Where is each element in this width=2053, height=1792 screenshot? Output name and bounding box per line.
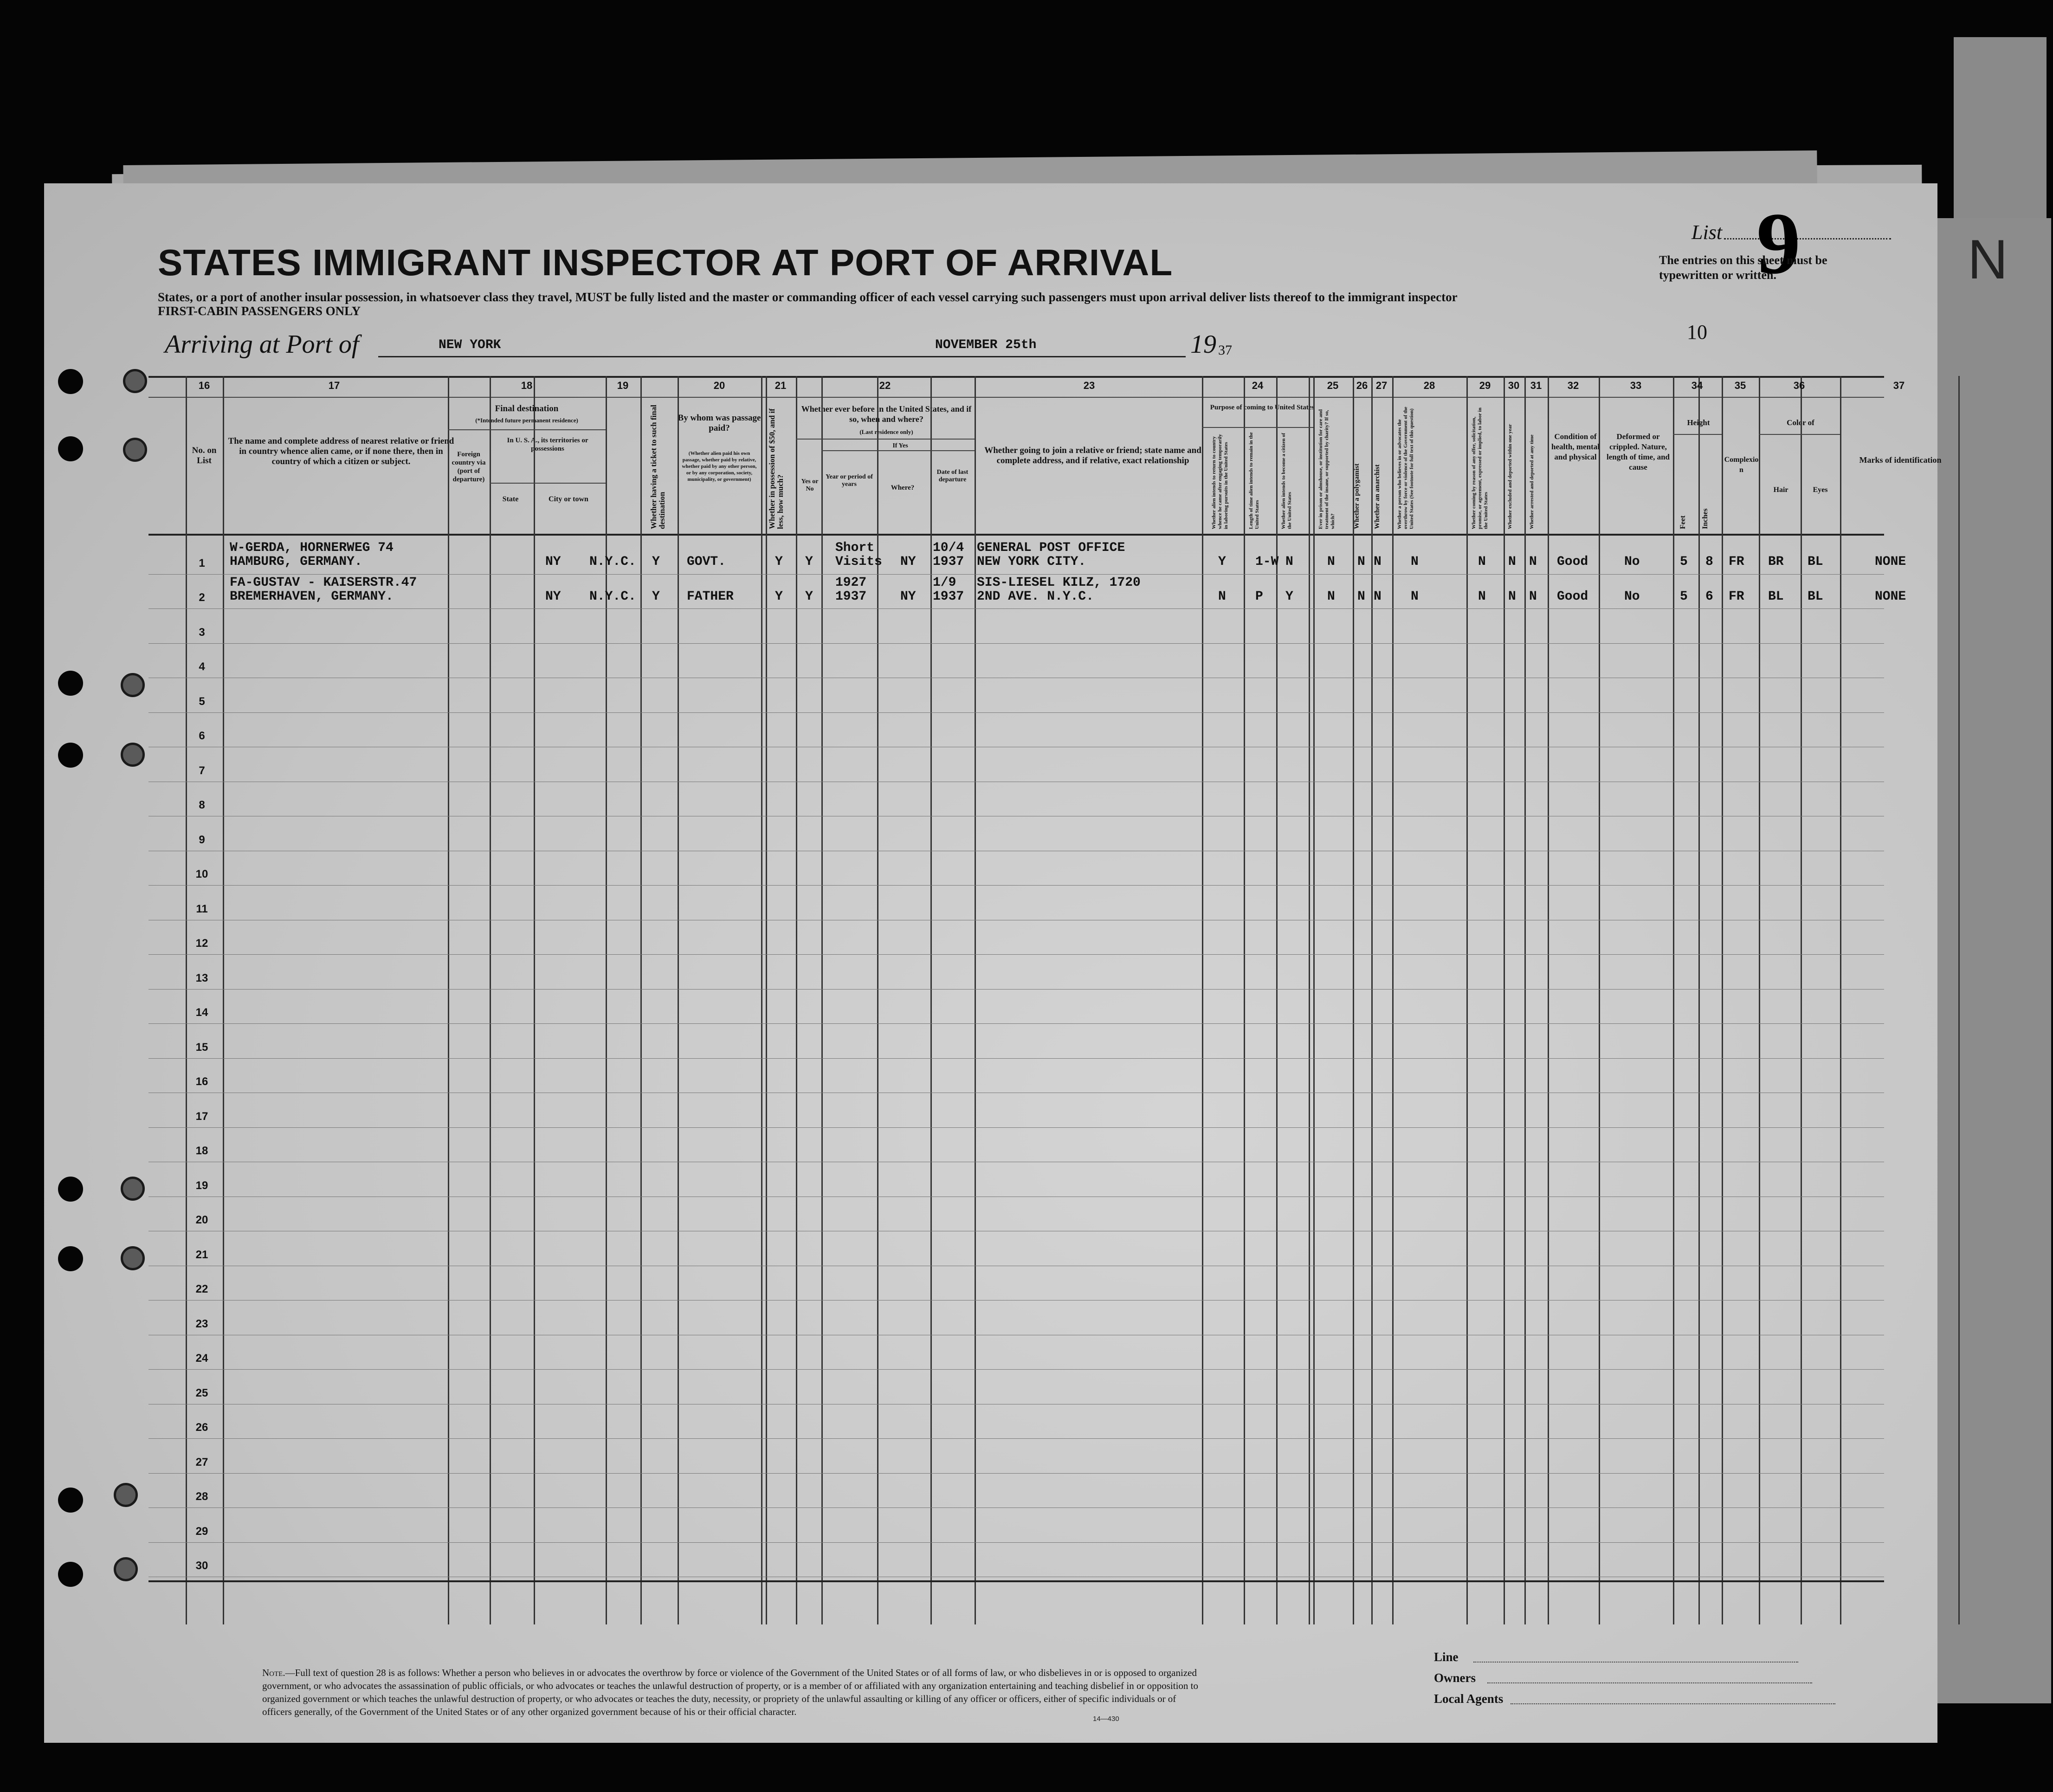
last-departure-date: 1/9 <box>933 575 956 590</box>
date-line <box>884 356 1186 357</box>
row-rule <box>148 954 1884 955</box>
eye-color: BL <box>1808 589 1823 604</box>
manifest-table <box>148 376 1942 1634</box>
complexion-value: FR <box>1729 555 1744 569</box>
header-prison: Ever in prison or almshouse, or institution for care and treatment of the insane, or supported by charity? If so, which? <box>1318 409 1336 529</box>
row-number: 6 <box>199 730 205 742</box>
ever-before-period: 1927 <box>835 575 867 590</box>
overthrow-value: N <box>1411 555 1419 569</box>
passage-paid-by: GOVT. <box>687 555 726 569</box>
ever-before-where: NY <box>900 589 916 604</box>
relative-address: FA-GUSTAV - KAISERSTR.47 <box>230 575 417 590</box>
height-feet: 5 <box>1680 555 1688 569</box>
header-polygamist: Whether a polygamist <box>1353 463 1361 529</box>
purpose-length: 1-W <box>1255 555 1279 569</box>
labor-offer-value: N <box>1478 555 1486 569</box>
row-number: 20 <box>195 1214 208 1226</box>
row-number: 11 <box>196 902 208 915</box>
footnote <box>262 1666 1200 1718</box>
binder-hole <box>114 1483 138 1507</box>
marks-value: NONE <box>1875 555 1906 569</box>
header-join-relative: Whether going to join a relative or friend; state name and complete address, and if relative, exact relationship <box>984 446 1201 466</box>
last-departure-date: 1937 <box>933 589 964 604</box>
column-rule <box>1548 376 1549 1624</box>
header-eyes: Eyes <box>1813 486 1828 494</box>
excluded-value: N <box>1508 555 1516 569</box>
deformed-value: No <box>1624 555 1640 569</box>
page-number: 10 <box>1687 321 1707 343</box>
column-rule <box>975 376 976 1624</box>
overthrow-value: N <box>1411 589 1419 604</box>
column-number: 26 <box>1356 380 1368 391</box>
column-rule <box>1722 376 1723 1624</box>
column-rule <box>534 376 535 1624</box>
row-rule <box>148 1473 1884 1474</box>
manifest-page <box>44 183 1942 1743</box>
column-rule <box>796 376 797 1624</box>
row-number: 14 <box>195 1006 208 1019</box>
column-rule <box>1371 376 1373 1624</box>
header-ever-before: Whether ever before in the United States, and if so, when and where? <box>801 404 972 424</box>
column-number: 35 <box>1734 380 1746 391</box>
row-rule <box>148 989 1884 990</box>
column-rule <box>1840 376 1841 1624</box>
subheader-rule <box>1673 434 1722 435</box>
header-relative: The name and complete address of nearest relative or friend in country whence alien came, or if none there, then in country of which a citizen or subject. <box>228 436 454 466</box>
prison-value: N <box>1327 555 1335 569</box>
row-number: 30 <box>195 1559 208 1572</box>
year-prefix: 19 <box>1190 330 1216 359</box>
row-rule <box>148 712 1884 713</box>
destination-city: N.Y.C. <box>589 589 636 604</box>
row-number: 23 <box>195 1317 208 1330</box>
column-rule <box>1599 376 1600 1624</box>
column-rule <box>1392 376 1394 1624</box>
polygamist-value: N <box>1357 589 1365 604</box>
header-if-yes: If Yes <box>892 442 908 449</box>
column-rule <box>1673 376 1674 1624</box>
row-number: 5 <box>199 695 205 708</box>
row-number: 26 <box>195 1421 208 1434</box>
column-rule <box>766 376 767 1624</box>
column-rule <box>1504 376 1505 1624</box>
header-purpose-length: Length of time alien intends to remain in the United States <box>1248 432 1260 529</box>
list-number: 9 <box>1756 195 1801 292</box>
port-line <box>378 356 912 357</box>
column-rule <box>1202 376 1203 1624</box>
header-passage-paid-note: (Whether alien paid his own passage, whether paid by relative, whether paid by any other person, or by any corporation, society, municipality, or government) <box>682 451 757 482</box>
column-number: 36 <box>1793 380 1805 391</box>
row-rule <box>148 1058 1884 1059</box>
binder-hole <box>58 369 83 394</box>
row-rule <box>148 1369 1884 1370</box>
binder-hole <box>58 1488 83 1513</box>
header-last-departure: Date of last departure <box>936 469 968 483</box>
line-label: Line <box>1434 1650 1459 1664</box>
ever-before-where: NY <box>900 555 916 569</box>
prison-value: N <box>1327 589 1335 604</box>
header-excluded: Whether excluded and deported within one year <box>1507 424 1513 529</box>
column-number: 27 <box>1375 380 1388 391</box>
column-rule <box>1313 376 1315 1624</box>
footnote-text: —Full text of question 28 is as follows: Whether a person who believes in or advocates the overthrow by force or violence of the Government of the United States or of all forms of law, or who disbelieves in or is opposed to organized government, or who advocates the assassination of public officials, or who advocates or teaches the unlawful destruction of property, or is a member of or affiliated with any organization entertaining and teaching disbelief in or opposition to organized government or which teaches the unlawful destruction of property, or who advocates or teaches the duty, necessity, or propriety of the unlawful assaulting or killing of any officer or officers, either of specific individuals or of officers generally, of the Government of the United States or of any other organized government because of his or their official character. <box>262 1667 1198 1717</box>
row-number: 27 <box>195 1456 208 1469</box>
header-possession-50: Whether in possession of $50, and if less, how much? <box>768 408 785 529</box>
list-label: List <box>1691 221 1723 244</box>
ticket-value: Y <box>652 555 660 569</box>
ticket-value: Y <box>652 589 660 604</box>
column-rule <box>1524 376 1526 1624</box>
column-rule <box>640 376 642 1624</box>
passage-paid-by: FATHER <box>687 589 734 604</box>
column-rule <box>678 376 679 1624</box>
column-number: 21 <box>775 380 787 391</box>
table-rule <box>148 534 1884 536</box>
header-ever-before-note: (Last residence only) <box>859 428 913 435</box>
row-number: 13 <box>195 971 208 984</box>
row-number: 29 <box>195 1525 208 1538</box>
row-rule <box>148 574 1884 575</box>
binder-hole <box>121 673 145 697</box>
column-number: 34 <box>1691 380 1703 391</box>
binder-hole <box>58 1246 83 1271</box>
column-number: 37 <box>1893 380 1905 391</box>
ever-before-period: Short <box>835 541 875 555</box>
column-number: 17 <box>328 380 340 391</box>
subheader-rule <box>821 450 975 451</box>
row-rule <box>148 885 1884 886</box>
header-complexion: Complexion <box>1724 456 1759 474</box>
column-number: 22 <box>879 380 891 391</box>
last-departure-date: 10/4 <box>933 541 964 555</box>
date-value: NOVEMBER 25th <box>935 338 1037 352</box>
footnote-prefix: Note. <box>262 1667 285 1678</box>
row-number: 16 <box>195 1075 208 1088</box>
ever-before-value: Y <box>805 589 813 604</box>
form-code: 14—430 <box>1093 1715 1119 1723</box>
binder-hole <box>58 1177 83 1202</box>
deformed-value: No <box>1624 589 1640 604</box>
row-rule <box>148 1542 1884 1543</box>
binder-hole <box>121 743 145 767</box>
column-rule <box>1698 376 1700 1624</box>
column-number: 24 <box>1252 380 1264 391</box>
row-number: 19 <box>195 1179 208 1192</box>
binder-hole <box>58 743 83 768</box>
column-number: 20 <box>713 380 725 391</box>
ever-before-period: Visits <box>835 555 882 569</box>
labor-offer-value: N <box>1478 589 1486 604</box>
subheader-rule <box>490 483 606 484</box>
column-number: 28 <box>1423 380 1435 391</box>
header-where: Where? <box>891 484 915 492</box>
agents-label: Local Agents <box>1434 1692 1504 1706</box>
binder-hole <box>121 1177 145 1201</box>
header-feet: Feet <box>1679 515 1687 529</box>
hair-color: BR <box>1768 555 1784 569</box>
header-yes-no: Yes or No <box>801 478 819 492</box>
header-year-period: Year or period of years <box>826 473 873 488</box>
anarchist-value: N <box>1374 589 1382 604</box>
row-rule <box>148 1438 1884 1439</box>
edge-letter: N <box>1968 228 2008 291</box>
height-inches: 8 <box>1705 555 1713 569</box>
column-rule <box>1759 376 1760 1624</box>
column-rule <box>930 376 932 1624</box>
relative-address: BREMERHAVEN, GERMANY. <box>230 589 394 604</box>
agents-signature-line <box>1511 1703 1835 1704</box>
ever-before-value: Y <box>805 555 813 569</box>
first-cabin-label: FIRST-CABIN PASSENGERS ONLY <box>158 304 361 318</box>
row-number: 8 <box>199 799 205 811</box>
column-number: 32 <box>1567 380 1579 391</box>
header-state: State <box>502 495 519 503</box>
header-height: Height <box>1687 418 1710 427</box>
owners-signature-line <box>1487 1682 1812 1683</box>
row-number: 22 <box>195 1283 208 1295</box>
column-rule <box>1958 376 1960 1624</box>
possession-50-value: Y <box>775 555 783 569</box>
join-relative-address: 2ND AVE. N.Y.C. <box>977 589 1094 604</box>
purpose-return: N <box>1218 589 1226 604</box>
binder-hole <box>58 1562 83 1587</box>
purpose-citizen: Y <box>1285 589 1293 604</box>
header-health: Condition of health, mental and physical <box>1551 432 1600 461</box>
row-rule <box>148 1023 1884 1024</box>
header-final-destination-note: (*Intended future permanent residence) <box>475 417 578 424</box>
column-rule <box>761 376 762 1624</box>
column-rule <box>448 376 449 1624</box>
hair-color: BL <box>1768 589 1784 604</box>
header-no-on-list: No. on List <box>192 446 217 466</box>
column-rule <box>223 376 224 1624</box>
column-number: 30 <box>1508 380 1520 391</box>
column-number: 33 <box>1630 380 1642 391</box>
row-number: 3 <box>199 626 205 639</box>
row-number: 1 <box>199 556 205 569</box>
purpose-length: P <box>1255 589 1263 604</box>
column-rule <box>1244 376 1245 1624</box>
row-number: 15 <box>195 1041 208 1054</box>
row-number: 18 <box>195 1145 208 1157</box>
column-rule <box>1801 376 1802 1624</box>
header-inches: Inches <box>1701 508 1709 529</box>
header-passage-paid: By whom was passage paid? <box>678 413 761 433</box>
marks-value: NONE <box>1875 589 1906 604</box>
header-labor-offer: Whether coming by reason of any offer, solicitation, promise, or agreement, expressed or implied, to labor in the United States <box>1471 408 1489 529</box>
row-rule <box>148 1507 1884 1508</box>
possession-50-value: Y <box>775 589 783 604</box>
height-feet: 5 <box>1680 589 1688 604</box>
subheader-rule <box>1202 427 1313 428</box>
header-purpose-citizen: Whether alien intends to become a citizen of the United States <box>1281 433 1292 529</box>
page-title: STATES IMMIGRANT INSPECTOR AT PORT OF ARRIVAL <box>158 242 1173 283</box>
destination-state: NY <box>545 555 561 569</box>
row-rule <box>148 643 1884 644</box>
relative-address: HAMBURG, GERMANY. <box>230 555 362 569</box>
polygamist-value: N <box>1357 555 1365 569</box>
column-number: 23 <box>1083 380 1095 391</box>
binder-hole <box>121 1246 145 1270</box>
row-number: 2 <box>199 591 205 604</box>
table-rule <box>148 376 1884 378</box>
purpose-citizen: N <box>1285 555 1293 569</box>
binder-hole <box>123 369 147 393</box>
column-number: 19 <box>617 380 629 391</box>
arrested-value: N <box>1529 555 1537 569</box>
column-rule <box>821 376 823 1624</box>
column-number: 31 <box>1530 380 1542 391</box>
join-relative-address: SIS-LIESEL KILZ, 1720 <box>977 575 1141 590</box>
header-purpose-return: Whether alien intends to return to country whence he came after engaging temporarily in laboring pursuits in the United States <box>1211 434 1229 529</box>
row-number: 4 <box>199 660 205 673</box>
arrested-value: N <box>1529 589 1537 604</box>
header-hair: Hair <box>1773 486 1788 494</box>
header-foreign-country: Foreign country via (port of departure) <box>452 451 486 483</box>
row-number: 24 <box>195 1352 208 1365</box>
table-rule <box>148 1580 1884 1582</box>
row-rule <box>148 1127 1884 1128</box>
list-number-line <box>1724 238 1891 239</box>
row-number: 17 <box>195 1110 208 1123</box>
ever-before-period: 1937 <box>835 589 867 604</box>
entries-note: The entries on this sheet must be typewritten or written. <box>1659 253 1827 282</box>
header-anarchist: Whether an anarchist <box>1374 464 1381 529</box>
column-rule <box>1353 376 1354 1624</box>
header-ticket: Whether having a ticket to such final destination <box>649 405 666 529</box>
subheader-rule <box>448 429 606 430</box>
instructions-text: States, or a port of another insular possession, in whatsoever class they travel, MUST be fully listed and the master or commanding officer of each vessel carrying such passengers must upon arrival deliver lists thereof to the immigrant inspector <box>158 290 1458 304</box>
subheader-rule <box>1759 434 1840 435</box>
header-deformed: Deformed or crippled. Nature, length of time, and cause <box>1607 432 1670 472</box>
subheader-rule <box>796 439 975 440</box>
column-rule <box>1466 376 1468 1624</box>
row-number: 21 <box>195 1248 208 1261</box>
row-number: 7 <box>199 764 205 777</box>
header-marks: Marks of identification <box>1859 455 1942 465</box>
line-signature-line <box>1473 1662 1798 1663</box>
column-number: 29 <box>1479 380 1491 391</box>
purpose-return: Y <box>1218 555 1226 569</box>
eye-color: BL <box>1808 555 1823 569</box>
column-number: 16 <box>198 380 210 391</box>
binder-hole <box>58 436 83 461</box>
join-relative-address: NEW YORK CITY. <box>977 555 1086 569</box>
height-inches: 6 <box>1705 589 1713 604</box>
health-value: Good <box>1557 555 1588 569</box>
header-final-destination: Final destination <box>495 404 559 414</box>
header-in-usa: In U. S. A., its territories or possessions <box>507 437 588 453</box>
header-city: City or town <box>549 495 588 503</box>
row-number: 9 <box>199 833 205 846</box>
year-suffix: 37 <box>1218 343 1232 358</box>
anarchist-value: N <box>1374 555 1382 569</box>
owners-label: Owners <box>1434 1671 1476 1685</box>
header-purpose: Purpose of coming to United States <box>1210 404 1315 411</box>
complexion-value: FR <box>1729 589 1744 604</box>
port-value: NEW YORK <box>439 338 501 352</box>
binder-hole <box>58 671 83 696</box>
row-number: 12 <box>195 937 208 950</box>
header-arrested: Whether arrested and deported at any time <box>1529 434 1535 529</box>
arriving-label: Arriving at Port of <box>165 330 359 359</box>
header-overthrow: Whether a person who believes in or advocates the overthrow by force or violence of the Government of the United States (See footnote for full text of this question) <box>1397 407 1414 529</box>
binder-hole <box>114 1557 138 1581</box>
header-color-of: Color of <box>1787 418 1814 427</box>
column-number: 18 <box>521 380 533 391</box>
column-rule <box>490 376 491 1624</box>
column-number: 25 <box>1327 380 1339 391</box>
row-number: 10 <box>195 868 208 880</box>
background-sheet-tab <box>1954 37 2047 223</box>
health-value: Good <box>1557 589 1588 604</box>
relative-address: W-GERDA, HORNERWEG 74 <box>230 541 394 555</box>
excluded-value: N <box>1508 589 1516 604</box>
column-rule <box>1309 376 1310 1624</box>
table-rule <box>148 397 1884 398</box>
row-number: 25 <box>195 1386 208 1399</box>
binder-hole <box>123 438 147 462</box>
row-number: 28 <box>195 1490 208 1503</box>
last-departure-date: 1937 <box>933 555 964 569</box>
destination-city: N.Y.C. <box>589 555 636 569</box>
join-relative-address: GENERAL POST OFFICE <box>977 541 1125 555</box>
destination-state: NY <box>545 589 561 604</box>
row-rule <box>148 608 1884 609</box>
